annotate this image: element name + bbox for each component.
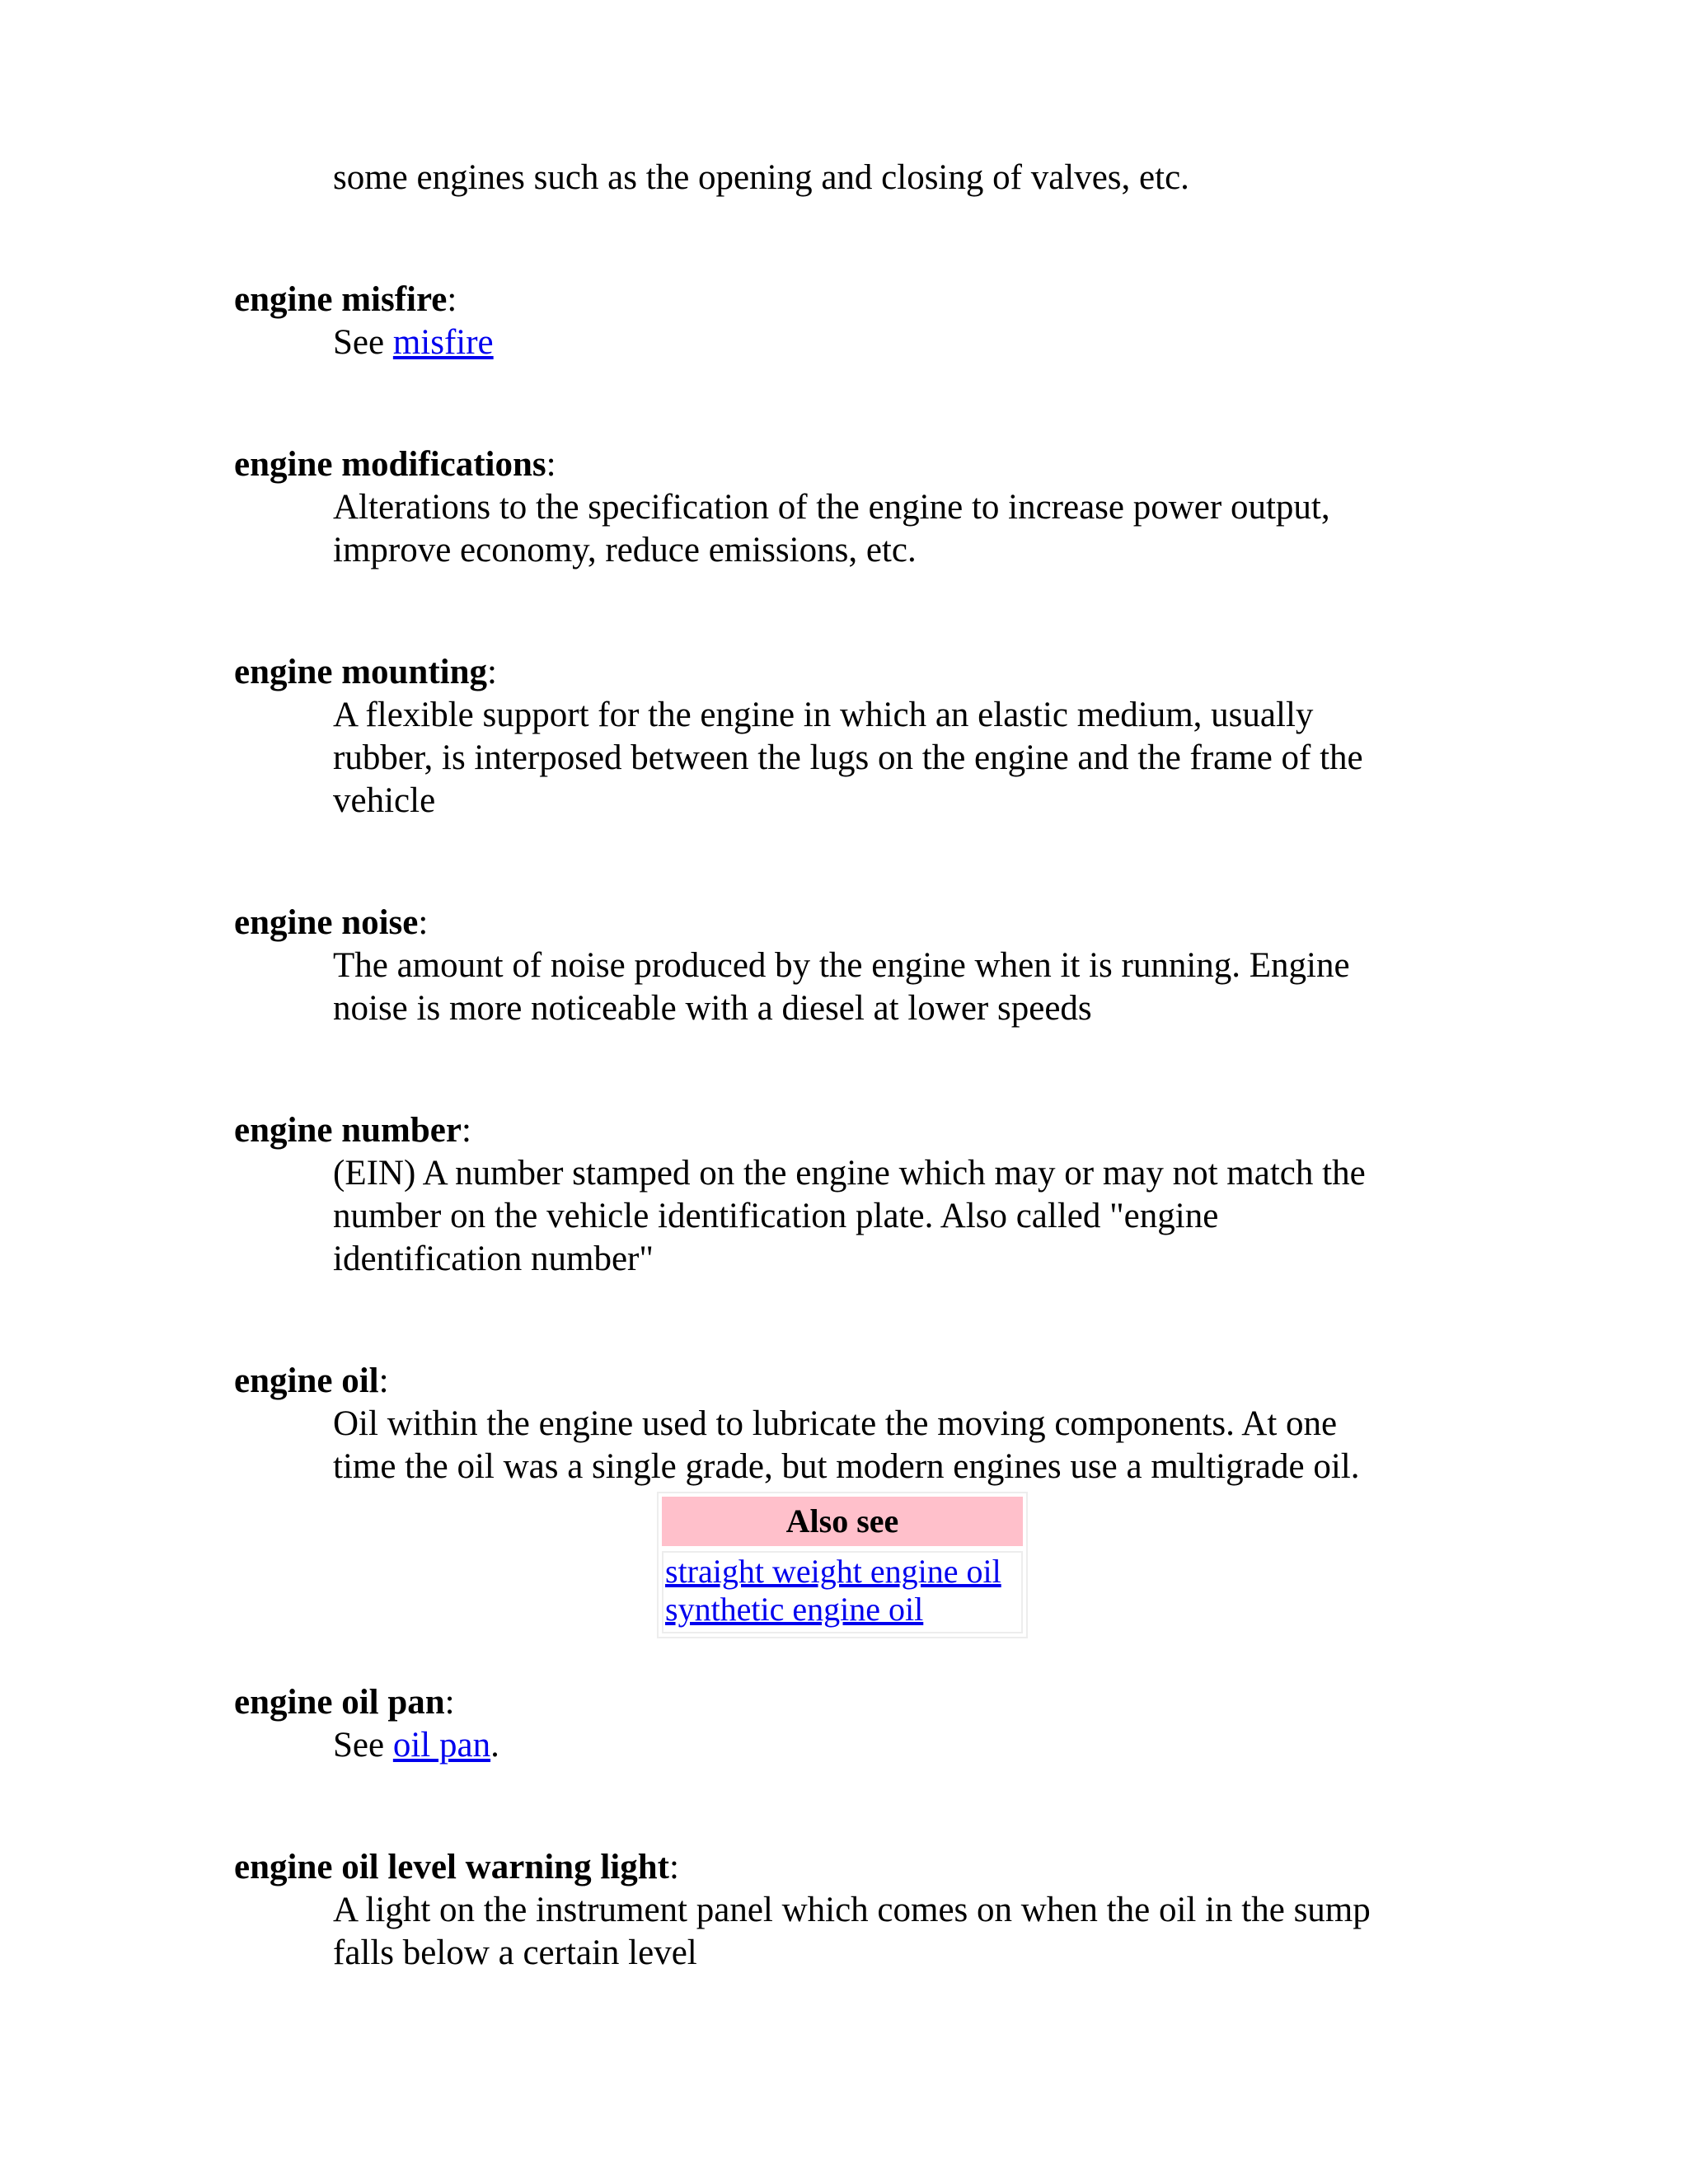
definition-line: A light on the instrument panel which comes on when the oil in the sump [333,1891,1371,1929]
term-engine-noise [234,902,428,944]
term-title: engine noise [234,903,419,942]
term-colon: : [447,280,457,319]
term-colon: : [546,445,556,484]
definition-line: time the oil was a single grade, but modern engines use a multigrade oil. [333,1447,1360,1486]
definition-engine-misfire [333,321,494,364]
term-engine-misfire [234,279,457,321]
term-title: engine oil [234,1361,379,1400]
term-title: engine oil pan [234,1683,445,1722]
period: . [490,1726,499,1765]
link-misfire[interactable]: misfire [392,323,494,362]
also-see-heading: Also see [662,1497,1023,1546]
see-label: See [333,1726,393,1765]
term-title: engine mounting [234,653,488,691]
definition-line: The amount of noise produced by the engine when it is running. Engine [333,946,1350,985]
term-engine-mounting [234,651,497,694]
definition-line: Oil within the engine used to lubricate the moving components. At one [333,1404,1338,1443]
term-title: engine misfire [234,280,448,319]
definition-line: (EIN) A number stamped on the engine which may or may not match the [333,1154,1366,1193]
term-engine-oil-pan [234,1681,455,1724]
definition-line: vehicle [333,781,436,820]
link-synthetic-engine-oil[interactable]: synthetic engine oil [665,1591,924,1628]
also-see-links [662,1551,1023,1633]
term-colon: : [461,1111,471,1150]
see-label: See [333,323,393,362]
term-engine-oil [234,1360,389,1403]
term-colon: : [668,1848,679,1886]
term-colon: : [378,1361,389,1400]
link-oil-pan[interactable]: oil pan [392,1726,491,1765]
definition-line: A flexible support for the engine in which an elastic medium, usually [333,696,1314,734]
also-see-table [657,1492,1028,1638]
definition-continuation: some engines such as the opening and closing of valves, etc. [333,158,1189,197]
definition-engine-oil-pan [333,1724,499,1767]
definition-line: falls below a certain level [333,1933,697,1972]
term-colon: : [418,903,429,942]
term-colon: : [487,653,497,691]
definition-line: number on the vehicle identification plate. Also called "engine [333,1197,1219,1235]
definition-line: noise is more noticeable with a diesel at lower speeds [333,989,1092,1028]
definition-line: rubber, is interposed between the lugs on the engine and the frame of the [333,738,1363,777]
definition-line: identification number" [333,1240,654,1278]
definition-line: improve economy, reduce emissions, etc. [333,531,917,569]
term-engine-oil-level-warning-light [234,1846,679,1889]
term-colon: : [444,1683,455,1722]
term-engine-modifications [234,443,556,486]
term-title: engine modifications [234,445,546,484]
link-straight-weight-engine-oil[interactable]: straight weight engine oil [665,1553,1001,1590]
definition-line: Alterations to the specification of the engine to increase power output, [333,488,1330,527]
term-title: engine number [234,1111,462,1150]
term-title: engine oil level warning light [234,1848,669,1886]
term-engine-number [234,1109,471,1152]
